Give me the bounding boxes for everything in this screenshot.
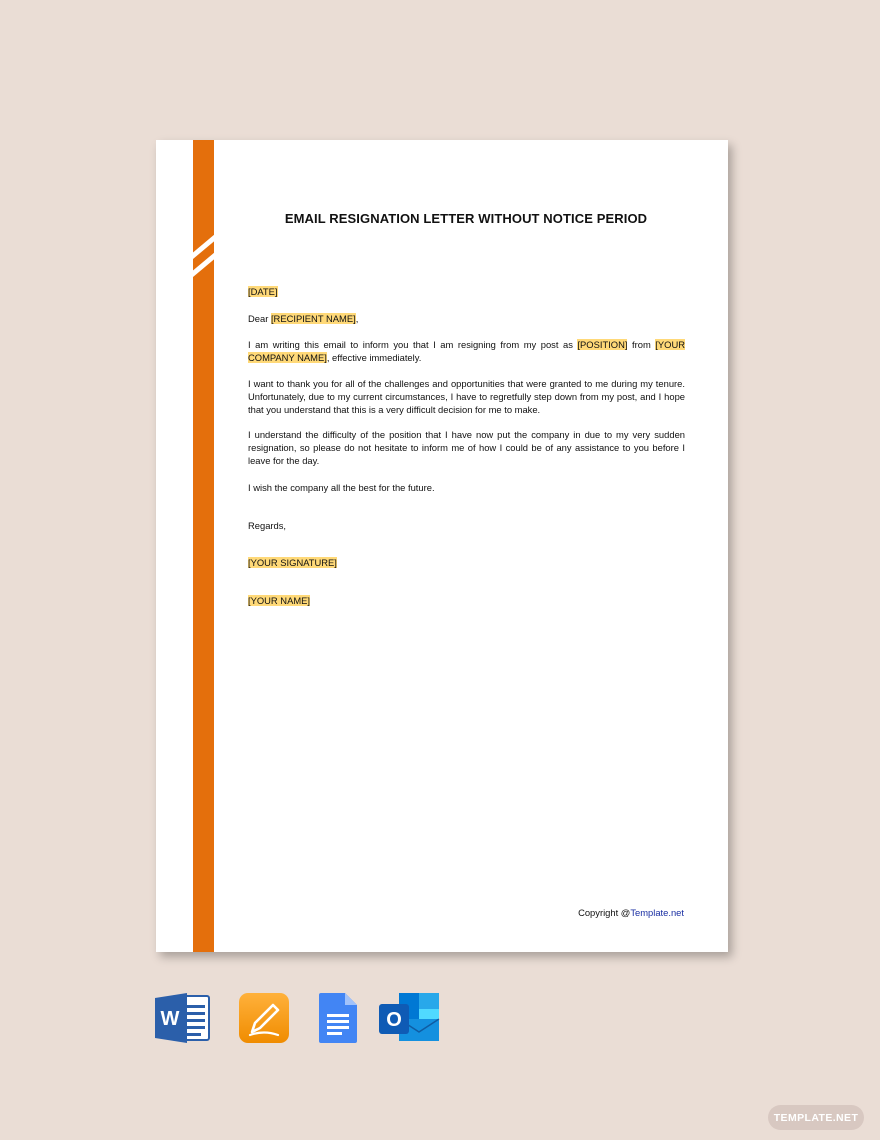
svg-text:W: W	[160, 1008, 180, 1030]
paragraph-2: I want to thank you for all of the challenges and opportunities that were granted to me during my tenure. Unfortunately, due to my current circumstances, I have to regretfully step down from my post, and I hope that you understand that this is a very difficult decision for me to make.	[248, 378, 685, 415]
company-placeholder: [YOUR COMPANY NAME]	[248, 339, 685, 363]
google-docs-icon[interactable]	[317, 992, 359, 1044]
copyright-notice: Copyright @Template.net	[578, 907, 684, 918]
word-icon[interactable]	[155, 992, 211, 1044]
date-placeholder: [DATE]	[248, 286, 278, 297]
closing: Regards,	[248, 520, 287, 531]
copyright-link[interactable]: Template.net	[630, 907, 684, 918]
position-placeholder: [POSITION]	[577, 339, 628, 350]
paragraph-3: I understand the difficulty of the position that I have now put the company in due to my very sudden resignation, so please do not hesitate to inform me of how I could be of any assistance to you before I leave for the day.	[248, 429, 685, 466]
pages-icon[interactable]	[238, 992, 290, 1044]
recipient-placeholder: [RECIPIENT NAME]	[270, 313, 356, 324]
paragraph-1: I am writing this email to inform you that I am resigning from my post as [POSITION] from [YOUR COMPANY NAME], effective immediately.	[248, 339, 685, 363]
paragraph-4: I wish the company all the best for the future.	[248, 482, 435, 493]
document-title: EMAIL RESIGNATION LETTER WITHOUT NOTICE PERIOD	[284, 211, 648, 226]
outlook-icon[interactable]	[379, 992, 441, 1044]
template-net-badge[interactable]: TEMPLATE.NET	[768, 1105, 864, 1130]
document-page	[156, 140, 728, 952]
letter-body	[248, 285, 685, 607]
svg-text:O: O	[386, 1009, 402, 1031]
signature-placeholder: [YOUR SIGNATURE]	[248, 557, 337, 568]
name-placeholder: [YOUR NAME]	[248, 595, 310, 606]
salutation: Dear [RECIPIENT NAME],	[248, 313, 359, 324]
